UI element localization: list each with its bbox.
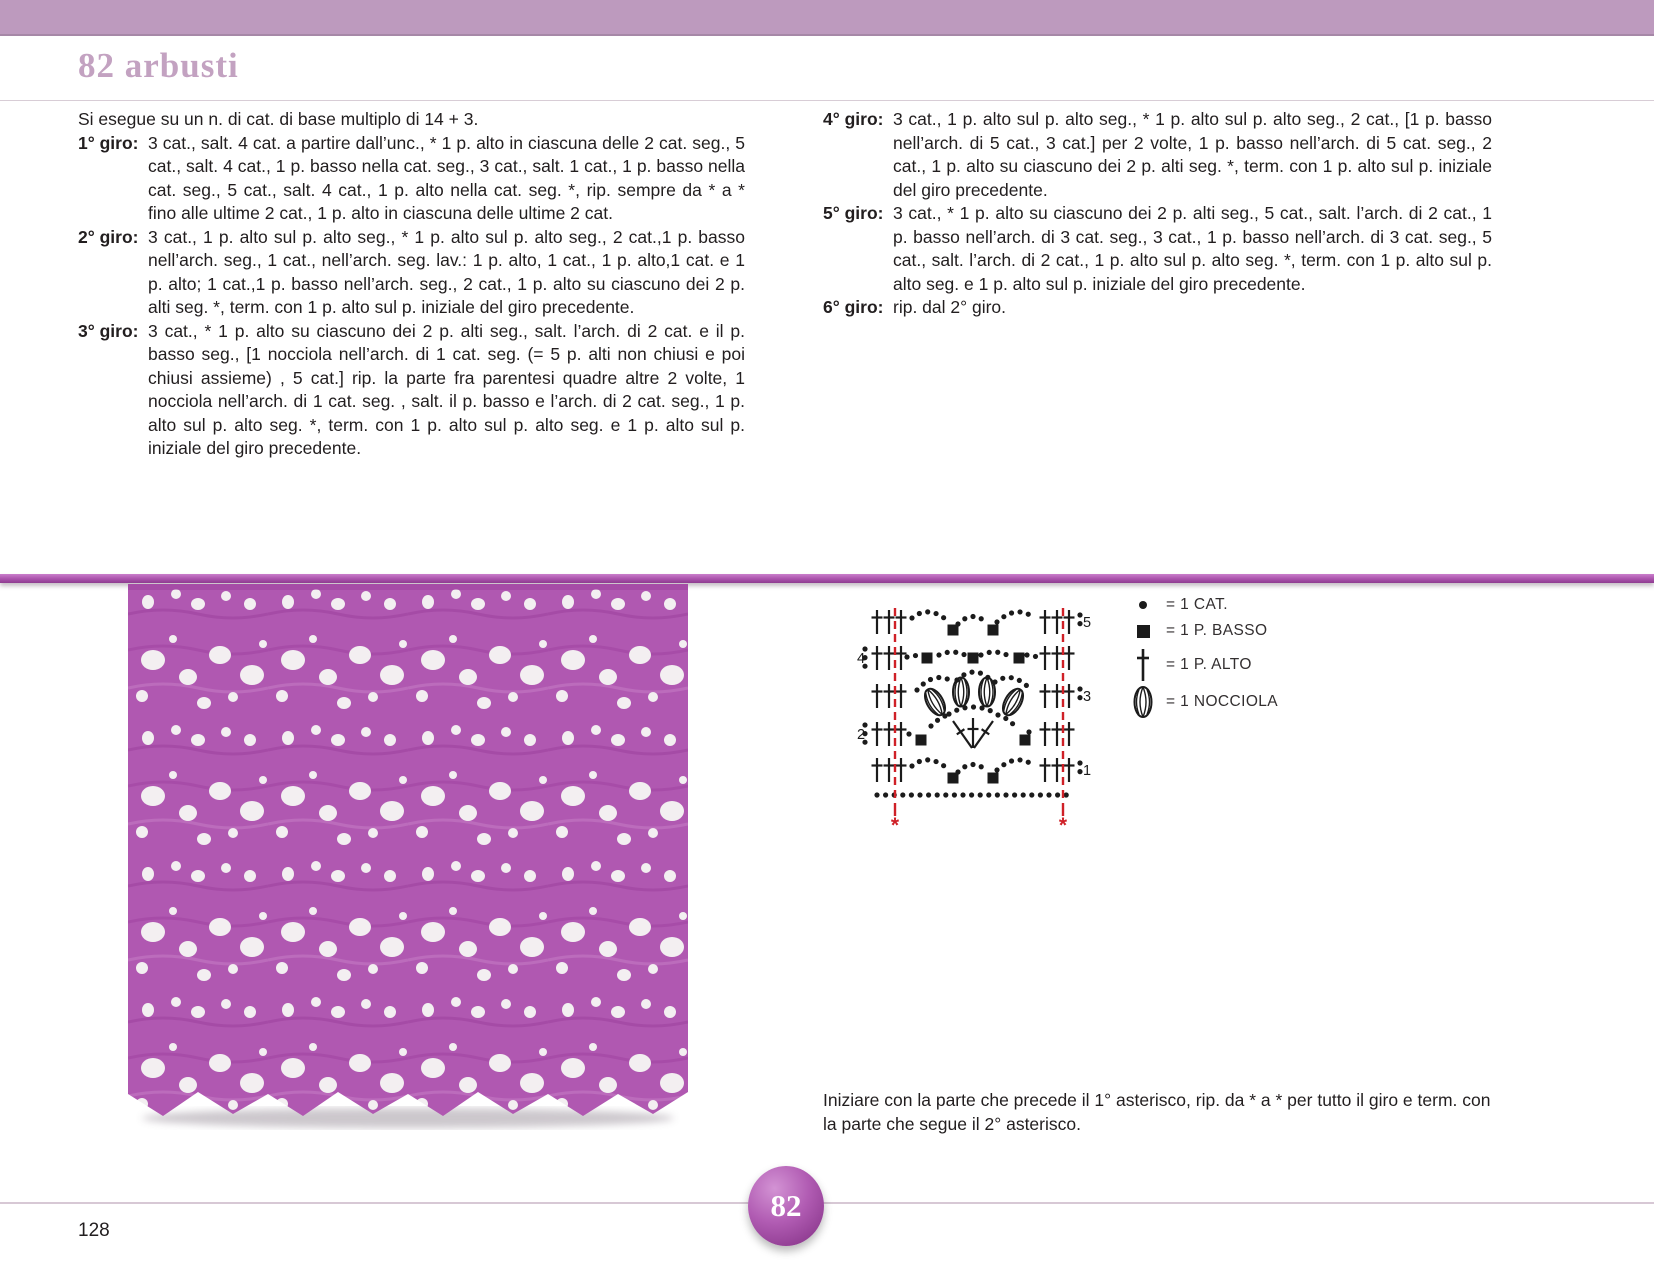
- title-rule: [0, 100, 1654, 101]
- round-3-text: 3 cat., * 1 p. alto su ciascuno dei 2 p. alti seg., salt. l’arch. di 2 cat. e il p. basso seg., [1 nocciola nell’arch. di 1 cat. seg. (= 5 p. alti non chiusi e poi chiusi assieme) , 5 cat.] rip. la parte fra parentesi quadre altre 2 volte, 1 nocciola nell’arch. di 1 cat. seg. , salt. il p. basso e l’arch. di 2 cat. seg., 1 p. alto sul p. alto seg. *, term. con 1 p. alto sul p. alto seg. e 1 p. alto sul p. iniziale del giro precedente.: [148, 320, 745, 458]
- repeat-asterisk-left: *: [890, 814, 900, 837]
- page-number: 128: [78, 1220, 110, 1241]
- bobble-oval-icon: [1132, 685, 1154, 719]
- round-2-instruction: [78, 226, 745, 320]
- row-label-2: 2: [857, 727, 866, 743]
- chart-legend: [1128, 594, 1278, 720]
- yarn-ball-badge: [748, 1166, 824, 1246]
- round-6-text: rip. dal 2° giro.: [893, 297, 1007, 317]
- row-label-3: 3: [1083, 689, 1092, 705]
- round-5-label: 5° giro:: [823, 203, 884, 223]
- legend-item-double-crochet: [1128, 646, 1278, 684]
- round-1-instruction: [78, 132, 745, 226]
- legend-label-single-crochet: = 1 P. BASSO: [1166, 622, 1268, 639]
- round-1-text: 3 cat., salt. 4 cat. a partire dall’unc., * 1 p. alto in ciascuna delle 2 cat. seg., 5 cat., salt. 4 cat., 1 p. basso nella cat. seg., 3 cat., salt. 1 cat., 1 p. basso nella cat. seg., 5 cat., salt. 4 cat., 1 p. alto nella cat. seg. *, rip. sempre da * a * fino alle ultime 2 cat., 1 p. alto in ciascuna delle ultime 2 cat.: [148, 132, 745, 223]
- round-6-label: 6° giro:: [823, 297, 884, 317]
- top-color-bar: [0, 0, 1654, 36]
- chain-dot-icon: [1139, 601, 1147, 609]
- legend-label-bobble: = 1 NOCCIOLA: [1166, 693, 1279, 710]
- round-3-label: 3° giro:: [78, 320, 139, 341]
- instructions-right-column: [823, 108, 1492, 320]
- round-4-label: 4° giro:: [823, 109, 884, 129]
- footer-rule: [0, 1202, 1654, 1204]
- crochet-swatch-photo: [128, 584, 688, 1144]
- round-2-text: 3 cat., 1 p. alto sul p. alto seg., * 1 p. alto sul p. alto seg., 2 cat.,1 p. basso nell’arch. seg., 1 cat., nell’arch. seg. lav.: 1 p. alto, 1 cat., 1 p. alto,1 cat. e 1 p. alto; 1 cat.,1 p. basso nell’arch. seg., 2 cat., 1 p. alto su ciascuno dei 2 p. alti seg. *, term. con 1 p. alto sul p. iniziale del giro precedente.: [148, 226, 745, 317]
- round-5-text: 3 cat., * 1 p. alto su ciascuno dei 2 p. alti seg., 5 cat., salt. l’arch. di 2 cat., 1 p. basso nell’arch. di 3 cat. seg., 3 cat., 1 p. basso nell’arch. di 3 cat. seg., 5 cat., salt. l’arch. di 2 cat., 1 p. alto sul p. alto seg. *, term. con 1 p. alto sul p. alto seg. e 1 p. alto sul p. iniziale del giro precedente.: [893, 203, 1492, 294]
- repeat-asterisk-right: *: [1058, 814, 1068, 837]
- round-2-label: 2° giro:: [78, 226, 139, 247]
- row-label-5: 5: [1083, 615, 1092, 631]
- double-crochet-cross-icon: [1135, 647, 1151, 683]
- round-3-instruction: [78, 320, 745, 461]
- crochet-chart: [855, 598, 1095, 838]
- repeat-note: Iniziare con la parte che precede il 1° asterisco, rip. da * a * per tutto il giro e term. con la parte che segue il 2° asterisco.: [823, 1090, 1491, 1134]
- instructions-left-column: [78, 108, 745, 461]
- row-label-4: 4: [857, 651, 866, 667]
- round-4-text: 3 cat., 1 p. alto sul p. alto seg., * 1 p. alto sul p. alto seg., 2 cat., [1 p. basso nell’arch. di 5 cat., 3 cat.] per 2 volte, 1 p. basso nell’arch. di 5 cat. seg., 2 cat., 1 p. alto su ciascuno dei 2 p. alti seg. *, term. con 1 p. alto sul p. iniziale del giro precedente.: [893, 109, 1492, 200]
- round-5-instruction: [823, 202, 1492, 296]
- round-4-instruction: [823, 108, 1492, 202]
- legend-label-chain: = 1 CAT.: [1166, 596, 1228, 613]
- round-1-label: 1° giro:: [78, 132, 139, 153]
- legend-item-bobble: [1128, 684, 1278, 720]
- legend-item-chain: [1128, 594, 1278, 616]
- row-label-1: 1: [1083, 763, 1092, 779]
- yarn-ball-number: 82: [770, 1188, 802, 1223]
- legend-label-double-crochet: = 1 P. ALTO: [1166, 656, 1252, 673]
- yarn-strand: [0, 574, 1654, 583]
- legend-item-single-crochet: [1128, 616, 1278, 646]
- round-6-instruction: [823, 296, 1492, 320]
- intro-text: Si esegue su un n. di cat. di base multiplo di 14 + 3.: [78, 109, 479, 129]
- pattern-title: 82 arbusti: [78, 46, 239, 85]
- single-crochet-square-icon: [1137, 625, 1150, 638]
